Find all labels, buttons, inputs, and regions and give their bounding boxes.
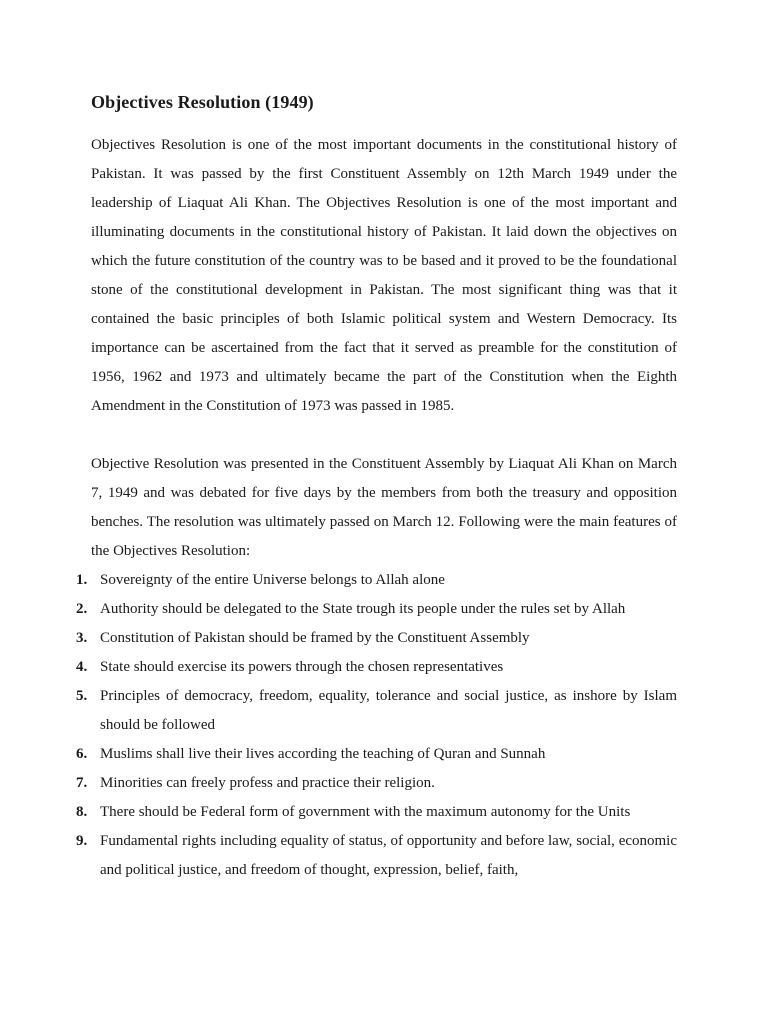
list-item-text: State should exercise its powers through the chosen representatives (100, 659, 504, 675)
document-title: Objectives Resolution (1949) (91, 92, 314, 112)
list-item (0, 653, 677, 682)
list-item (0, 595, 677, 624)
list-item (0, 798, 677, 827)
list-item-number: 2. (76, 601, 88, 617)
list-item (0, 769, 677, 798)
list-item-text: Principles of democracy, freedom, equality, tolerance and social justice, as inshore by Islam should be followed (100, 688, 677, 733)
list-item-number: 7. (76, 775, 88, 791)
list-item-text: Constitution of Pakistan should be framed by the Constituent Assembly (100, 630, 530, 646)
paragraph-intro: Objectives Resolution is one of the most important documents in the constitutional history of Pakistan. It was passed by the first Constituent Assembly on 12th March 1949 under the leadership of Liaquat Ali Khan. The Objectives Resolution is one of the most important and illuminating documents in the constitutional history of Pakistan. It laid down the objectives on which the future constitution of the country was to be based and it proved to be the foundational stone of the constitutional development in Pakistan. The most significant thing was that it contained the basic principles of both Islamic political system and Western Democracy. Its importance can be ascertained from the fact that it served as preamble for the constitution of 1956, 1962 and 1973 and ultimately became the part of the Constitution when the Eighth Amendment in the Constitution of 1973 was passed in 1985. (91, 137, 677, 414)
list-item-number: 5. (76, 688, 88, 704)
list-item-text: There should be Federal form of government with the maximum autonomy for the Units (100, 804, 631, 820)
list-item-number: 1. (76, 572, 88, 588)
list-item-text: Muslims shall live their lives according the teaching of Quran and Sunnah (100, 746, 546, 762)
list-item-number: 3. (76, 630, 88, 646)
list-item (0, 827, 677, 885)
list-item-number: 8. (76, 804, 88, 820)
list-item-text: Minorities can freely profess and practice their religion. (100, 775, 435, 791)
list-item-number: 4. (76, 659, 88, 675)
list-item (0, 740, 677, 769)
list-item-text: Sovereignty of the entire Universe belongs to Allah alone (100, 572, 445, 588)
features-list (0, 566, 768, 885)
list-item (0, 566, 677, 595)
list-item (0, 624, 677, 653)
list-item-text: Authority should be delegated to the State trough its people under the rules set by Allah (100, 601, 626, 617)
list-item-number: 6. (76, 746, 88, 762)
list-item (0, 682, 677, 740)
list-item-number: 9. (76, 833, 88, 849)
paragraph-presentation: Objective Resolution was presented in the Constituent Assembly by Liaquat Ali Khan on March 7, 1949 and was debated for five days by the members from both the treasury and opposition benches. The resolution was ultimately passed on March 12. Following were the main features of the Objectives Resolution: (91, 456, 677, 559)
list-item-text: Fundamental rights including equality of status, of opportunity and before law, social, economic and political justice, and freedom of thought, expression, belief, faith, (100, 833, 677, 878)
